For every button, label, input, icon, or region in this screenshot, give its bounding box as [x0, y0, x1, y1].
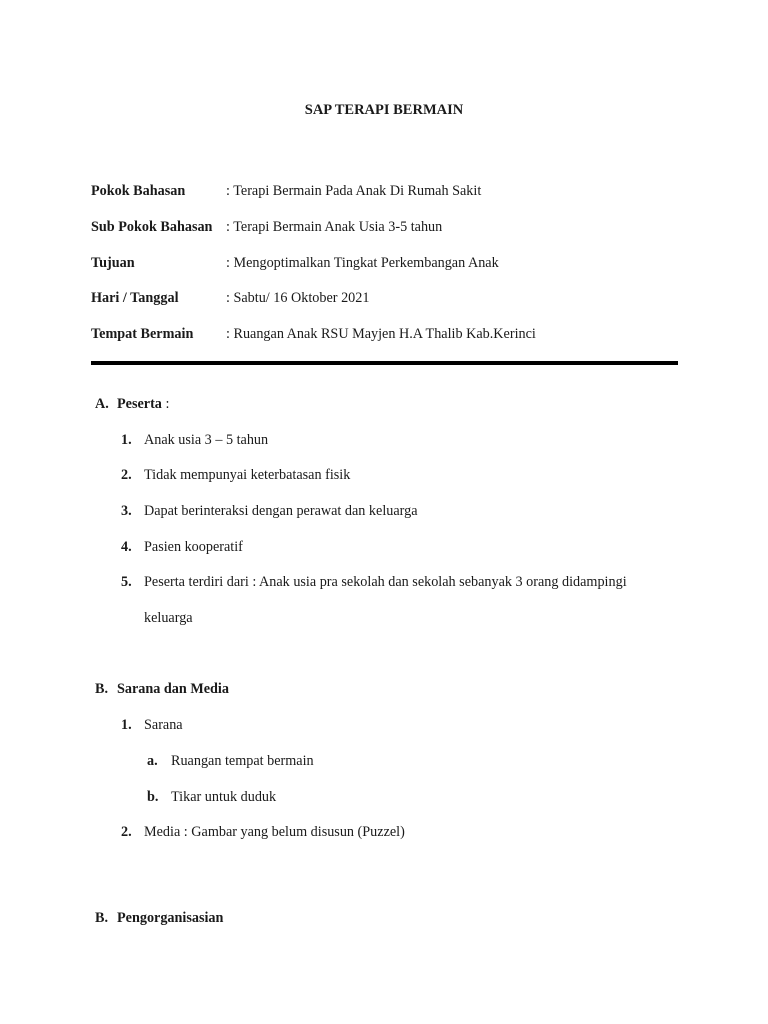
section-title: Peserta — [117, 396, 162, 412]
list-text: Anak usia 3 – 5 tahun — [144, 432, 269, 448]
document-title: SAP TERAPI BERMAIN — [304, 102, 464, 118]
info-value: : Terapi Bermain Pada Anak Di Rumah Sakit — [226, 183, 482, 199]
info-value: : Terapi Bermain Anak Usia 3-5 tahun — [226, 219, 443, 235]
section-letter: B. — [95, 681, 109, 697]
list-number: 5. — [121, 574, 132, 590]
info-label: Tempat Bermain — [91, 326, 194, 342]
list-text: Media : Gambar yang belum disusun (Puzzel) — [144, 824, 405, 840]
section-pengorganisasian-heading — [95, 910, 223, 927]
list-number: 2. — [121, 467, 132, 483]
info-value: : Mengoptimalkan Tingkat Perkembangan Anak — [226, 255, 499, 271]
horizontal-rule — [91, 361, 678, 365]
sub-list-text: Tikar untuk duduk — [171, 789, 277, 805]
section-title: Pengorganisasian — [117, 910, 224, 926]
section-colon: : — [161, 396, 170, 412]
list-text: Tidak mempunyai keterbatasan fisik — [144, 467, 351, 483]
section-title: Sarana dan Media — [117, 681, 229, 697]
list-text: Pasien kooperatif — [144, 539, 243, 555]
info-label: Sub Pokok Bahasan — [91, 219, 213, 235]
section-a-heading — [95, 396, 169, 413]
list-number: 3. — [121, 503, 132, 519]
list-number: 1. — [121, 717, 132, 733]
info-value: : Sabtu/ 16 Oktober 2021 — [226, 290, 370, 306]
list-number: 2. — [121, 824, 132, 840]
info-label: Tujuan — [91, 255, 135, 271]
sub-list-letter: b. — [147, 789, 159, 805]
info-value: : Ruangan Anak RSU Mayjen H.A Thalib Kab.Kerinci — [226, 326, 536, 342]
section-letter: A. — [95, 396, 109, 412]
sub-list-text: Ruangan tempat bermain — [171, 753, 314, 769]
list-number: 1. — [121, 432, 132, 448]
list-text: Peserta terdiri dari : Anak usia pra sekolah dan sekolah sebanyak 3 orang didampingi — [144, 574, 627, 590]
list-text: Dapat berinteraksi dengan perawat dan keluarga — [144, 503, 418, 519]
list-item-continuation: keluarga — [144, 610, 193, 626]
list-number: 4. — [121, 539, 132, 555]
info-label: Pokok Bahasan — [91, 183, 186, 199]
section-letter: B. — [95, 910, 109, 926]
list-text: Sarana — [144, 717, 183, 733]
section-b-heading — [95, 681, 229, 698]
info-label: Hari / Tanggal — [91, 290, 179, 306]
sub-list-letter: a. — [147, 753, 158, 769]
